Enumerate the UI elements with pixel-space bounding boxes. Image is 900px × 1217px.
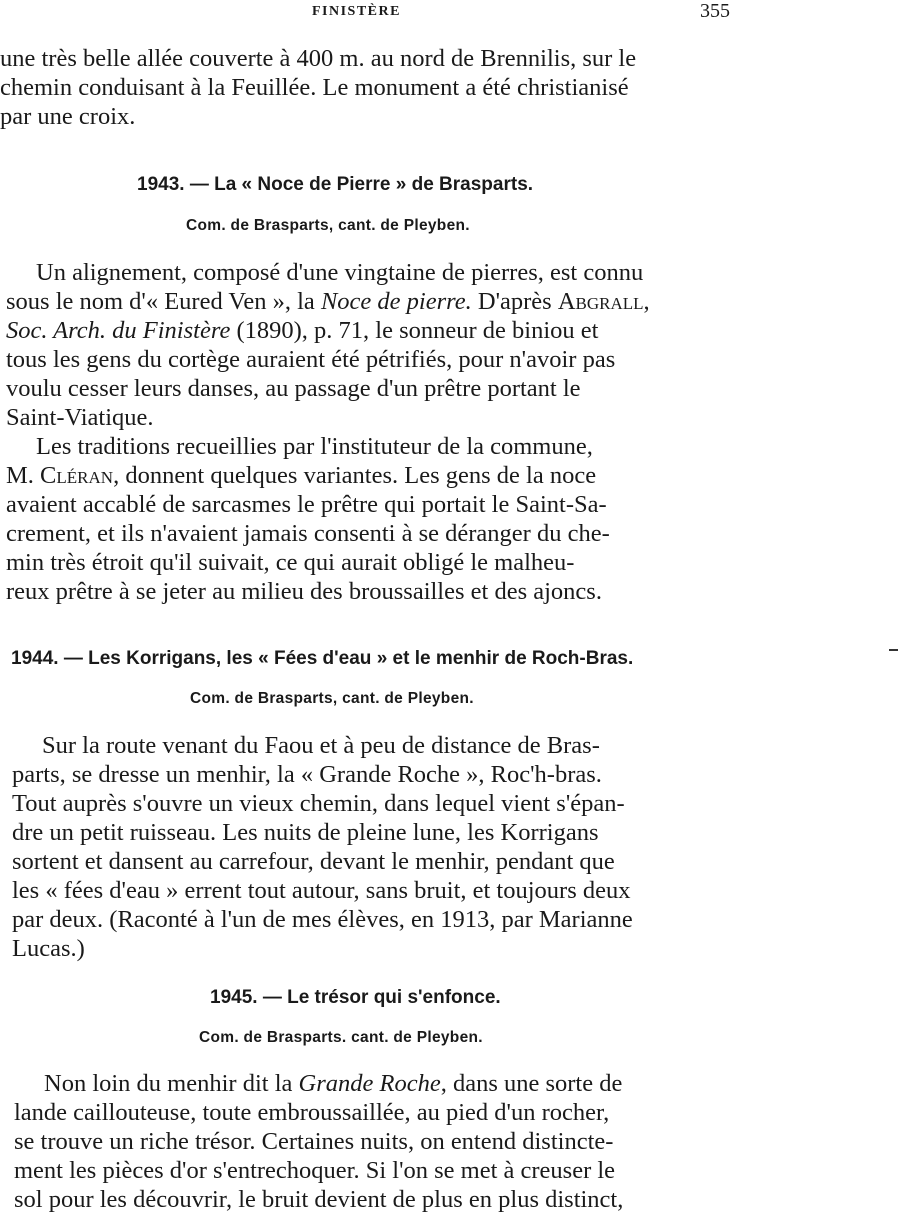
entry-number: 1944. — [11, 648, 59, 669]
entry-title: La « Noce de Pierre » de Brasparts. — [214, 174, 534, 195]
text-line: une très belle allée couverte à 400 m. au nord de Brennilis, sur le — [0, 45, 637, 72]
running-head — [0, 0, 900, 24]
text-line: Tout auprès s'ouvre un vieux chemin, dans lequel vient s'épan- — [12, 790, 625, 817]
entry-dash: — — [262, 987, 282, 1008]
entry-title: Les Korrigans, les « Fées d'eau » et le menhir de Roch-Bras. — [88, 648, 634, 669]
entry-number: 1945. — [210, 987, 258, 1008]
text-line: Saint-Viatique. — [6, 404, 154, 431]
text-line: voulu cesser leurs danses, au passage d'un prêtre portant le — [6, 375, 581, 402]
entry-1943-location: Com. de Brasparts, cant. de Pleyben. — [186, 217, 470, 234]
text-line: Les traditions recueillies par l'instituteur de la commune, — [36, 433, 593, 460]
text-line: sortent et dansent au carrefour, devant le menhir, pendant que — [12, 848, 615, 875]
text-line: Sur la route venant du Faou et à peu de distance de Bras- — [42, 732, 600, 759]
entry-dash: — — [63, 648, 83, 669]
intro-paragraph — [0, 44, 742, 131]
text-line: tous les gens du cortège auraient été pétrifiés, pour n'avoir pas — [6, 346, 616, 373]
entry-1943-body — [6, 258, 750, 606]
entry-1945-heading — [0, 987, 900, 1009]
text-line: Un alignement, composé d'une vingtaine de pierres, est connu — [36, 259, 644, 286]
entry-1943-heading — [0, 174, 900, 196]
text-line: par une croix. — [0, 103, 136, 130]
text-line: chemin conduisant à la Feuillée. Le monument a été christianisé — [0, 74, 629, 101]
text-line: sol pour les découvrir, le bruit devient de plus en plus distinct, — [14, 1186, 624, 1213]
entry-dash: — — [189, 174, 209, 195]
text-line: sous le nom d'« Eured Ven », la Noce de pierre. D'après Abgrall, — [6, 288, 650, 315]
entry-title: Le trésor qui s'enfonce. — [287, 987, 501, 1008]
text-line: se trouve un riche trésor. Certaines nuits, on entend distincte- — [14, 1128, 614, 1155]
text-line: ment les pièces d'or s'entrechoquer. Si l'on se met à creuser le — [14, 1157, 616, 1184]
text-line: crement, et ils n'avaient jamais consenti à se déranger du che- — [6, 520, 610, 547]
entry-1945-body — [14, 1069, 752, 1214]
text-line: M. Cléran, donnent quelques variantes. Les gens de la noce — [6, 462, 597, 489]
text-line: avaient accablé de sarcasmes le prêtre qui portait le Saint-Sa- — [6, 491, 607, 518]
entry-1944-heading — [0, 648, 900, 670]
text-line: Non loin du menhir dit la Grande Roche, dans une sorte de — [44, 1070, 623, 1097]
entry-1944-body — [12, 731, 750, 963]
entry-1945-location: Com. de Brasparts. cant. de Pleyben. — [199, 1029, 483, 1046]
text-line: min très étroit qu'il suivait, ce qui aurait obligé le malheu- — [6, 549, 575, 576]
page-number: 355 — [700, 0, 730, 22]
text-line: lande caillouteuse, toute embroussaillée, au pied d'un rocher, — [14, 1099, 610, 1126]
text-line: dre un petit ruisseau. Les nuits de pleine lune, les Korrigans — [12, 819, 599, 846]
text-line: reux prêtre à se jeter au milieu des broussailles et des ajoncs. — [6, 578, 602, 605]
text-line: Soc. Arch. du Finistère (1890), p. 71, le sonneur de biniou et — [6, 317, 599, 344]
text-line: parts, se dresse un menhir, la « Grande Roche », Roc'h-bras. — [12, 761, 602, 788]
text-line: par deux. (Raconté à l'un de mes élèves, en 1913, par Marianne — [12, 906, 633, 933]
entry-1944-location: Com. de Brasparts, cant. de Pleyben. — [190, 690, 474, 707]
text-line: les « fées d'eau » errent tout autour, sans bruit, et toujours deux — [12, 877, 631, 904]
text-line: Lucas.) — [12, 935, 85, 962]
entry-number: 1943. — [137, 174, 185, 195]
margin-mark — [889, 649, 898, 651]
running-head-title: FINISTÈRE — [312, 4, 401, 19]
